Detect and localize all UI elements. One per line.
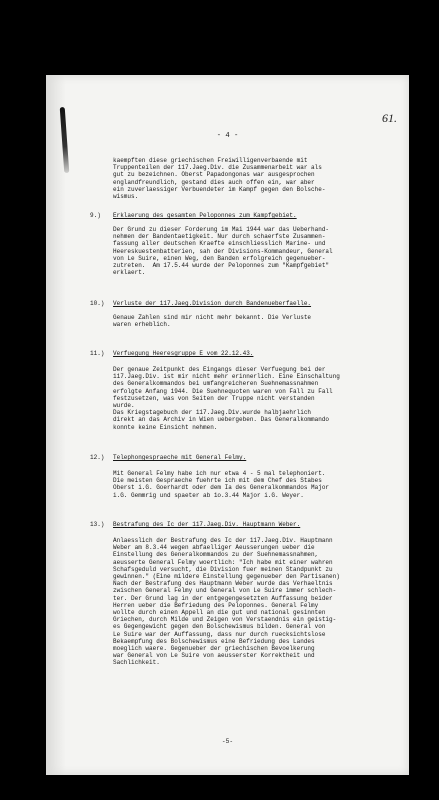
folio-number: 61.	[382, 111, 397, 125]
section-11-number: 11.)	[90, 350, 105, 357]
page-number: - 4 -	[216, 132, 239, 140]
section-12-number: 12.)	[90, 454, 105, 461]
typed-content	[46, 75, 409, 775]
section-11-title: Verfuegung Heeresgruppe E vom 22.12.43.	[113, 350, 254, 357]
section-9-number: 9.)	[90, 212, 101, 219]
section-9-title: Erklaerung des gesamten Peloponnes zum Kampfgebiet.	[113, 212, 297, 219]
section-12-title: Telephongespraeche mit General Felmy.	[113, 454, 247, 461]
section-13-number: 13.)	[90, 521, 105, 528]
section-13-body: Anlaesslich der Bestrafung des Ic der 117.Jaeg.Div. Hauptmann Weber am 8.3.44 wegen abfaelliger Aeusserungen ueber die Einstellung des Generalkommandos zu der Suehnemassnahmen, aeusserte General Felmy woertlich: "Ich habe mit einer wahren Schafsgeduld versucht, die Division fuer meinen Standpunkt zu gewinnen." (Eine mildere Einstellung gegenueber den Partisanen) Nach der Bestrafung des Hauptmann Weber wurde das Verhaeltnis zwischen General Felmy und General von Le Suire immer schlech- ter. Der Grund lag in der entgegengesetzten Auffassung beider Herren ueber die Befriedung des Peloponnes. General Felmy wollte durch einen Appell an die gut und national gesinnten Griechen, durch Milde und Zeigen von Verstaendnis ein geistig- es Gegengewicht gegen den Bolschewismus bilden. General von Le Suire war der Auffassung, dass nur durch ruecksichtslose Bekaempfung des Bolschewismus eine Befriedung des Landes moeglich waere. Gegenueber der griechischen Bevoelkerung war General von Le Suire von aeusserster Korrektheit und Sachlichkeit.	[113, 537, 340, 667]
section-10-body: Genaue Zahlen sind mir nicht mehr bekannt. Die Verluste waren erheblich.	[113, 314, 312, 329]
section-9-body: Der Grund zu dieser Forderung im Mai 1944 war das Ueberhand- nehmen der Bandentaetigkeit. Nur durch schaerfste Zusammen- fassung aller deutschen Kraefte einschliesslich Marine- und Heereskuestenbatterien, sah der Divisions-Kommandeur, General von Le Suire, einen Weg, den Banden erfolgreich gegenueber- zutreten. Am 17.5.44 wurde der Peloponnes zum "Kampfgebiet" erklaert.	[113, 226, 333, 277]
section-13-title: Bestrafung des Ic der 117.Jaeg.Div. Hauptmann Weber.	[113, 521, 301, 528]
section-10-title: Verluste der 117.Jaeg.Division durch Bandenueberfaelle.	[113, 300, 312, 307]
next-page-number: -5-	[221, 738, 234, 745]
section-12-body: Mit General Felmy habe ich nur etwa 4 - 5 mal telephoniert. Die meisten Gespraeche fuehrte ich mit dem Chef des Stabes Oberst i.G. Goerhardt oder dem Ia des Generalkommandos Major i.G. Gemmrig und spaeter ab 1o.3.44 Major i.G. Weyer.	[113, 470, 330, 499]
document-page	[46, 75, 409, 775]
section-10-number: 10.)	[90, 300, 105, 307]
section-11-body: Der genaue Zeitpunkt des Eingangs dieser Verfuegung bei der 117.Jaeg.Div. ist mir nicht mehr erinnerlich. Eine Einschaltung des Generalkommandos bei umfangreicheren Suehnemassnahmen erfolgte Anfang 1944. Die Suehnequoten waren von Fall zu Fall festzusetzen, was von Seiten der Truppe nicht verstanden wurde. Das Kriegstagebuch der 117.Jaeg.Div.wurde halbjaehrlich direkt an das Archiv in Wien uebergeben. Das Generalkommando konnte keine Einsicht nehmen.	[113, 366, 340, 431]
intro-paragraph: kaempften diese griechischen Freiwilligenverbaende mit Truppenteilen der 117.Jaeg.Div. die Zusammenarbeit war als gut zu bezeichnen. Oberst Papadongonas war ausgesprochen englandfreundlich, gestand dies auch offen ein, war aber ein zuverlaessiger Verbuendeter im Kampf gegen den Bolsche- wismus.	[113, 157, 326, 201]
